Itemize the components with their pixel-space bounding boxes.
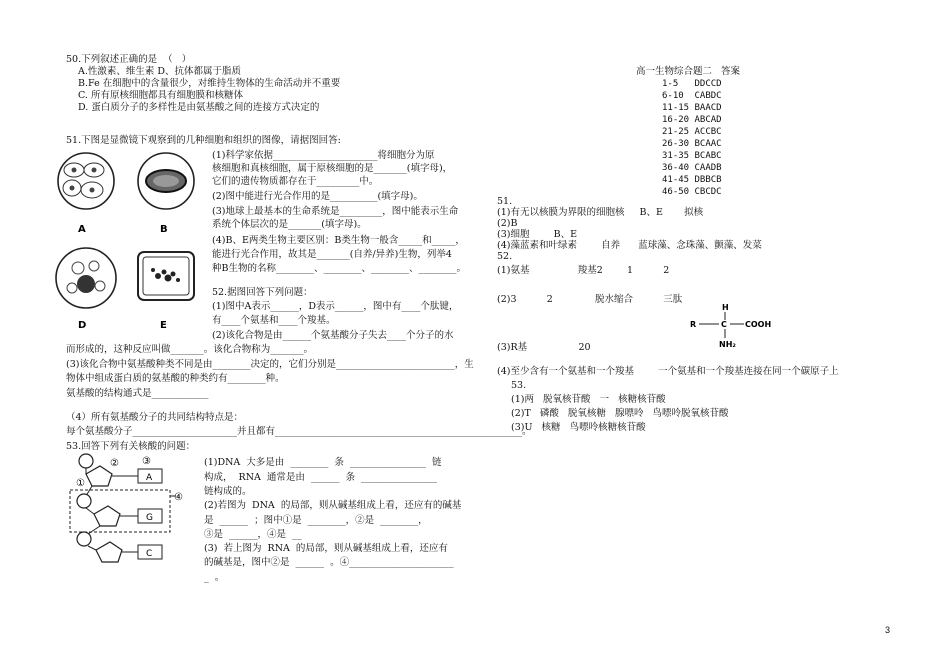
- struct-h: H: [722, 303, 729, 312]
- phosphate-1-icon: [79, 454, 93, 468]
- q53-line-7: (3) 若上图为 RNA 的局部，则从碱基组成上看，还应有: [204, 543, 448, 554]
- phosphate-2-icon: [77, 494, 91, 508]
- a51-heading: 51.: [497, 196, 513, 207]
- cell-micrographs-figure: [48, 148, 208, 338]
- a52-line-4: (4)至少含有一个氨基和一个羧基 一个氨基和一个羧基连接在同一个碳原子上: [497, 366, 839, 377]
- q50-option-c: C. 所有原核细胞都具有细胞膜和核糖体: [78, 90, 243, 101]
- mc-row: 36-40 CAADB: [662, 163, 722, 173]
- q51-line-6: 系统个体层次的是_______(填字母)。: [212, 219, 367, 230]
- a51-line-1: (1)有无以核膜为界限的细胞核 B、E 拟核: [497, 207, 704, 218]
- label-4: ④: [174, 492, 183, 503]
- a52-heading: 52.: [497, 251, 513, 262]
- a52-line-1: (1)氨基 羧基2 1 2: [497, 265, 670, 276]
- q51-line-8: 能进行光合作用，故其是_______(自养/异养)生物，列举4: [212, 249, 452, 260]
- label-3: ③: [142, 456, 151, 467]
- q53-line-4: (2)若图为 DNA 的局部，则从碱基组成上看，还应有的碱基: [204, 500, 462, 511]
- q51-line-7: (4)B、E两类生物主要区别：B类生物一般含_____和_____，: [212, 235, 465, 246]
- q52-line-6: (3)该化合物中氨基酸种类不同是由________决定的，它们分别是_________________________，生: [66, 359, 474, 370]
- q53-line-1: (1)DNA 大多是由 ________ 条 ________________ 链: [204, 457, 442, 468]
- mc-row: 46-50 CBCDC: [662, 187, 722, 197]
- q53-line-3: 链构成的。: [204, 486, 252, 497]
- q52-line-2: (1)图中A表示______，D表示______，图中有____个肽键，: [212, 301, 459, 312]
- nucleotide-chain-figure: [66, 452, 188, 570]
- label-2: ②: [110, 458, 119, 469]
- cell-a-image: [58, 153, 114, 209]
- q50-stem: 50.下列叙述正确的是 （ ）: [66, 54, 192, 65]
- a51-line-4: (4)藻蓝素和叶绿素 自养 蓝球藻、念珠藻、颤藻、发菜: [497, 240, 762, 251]
- q53-line-6: ③是 ______，④是 __: [204, 529, 302, 540]
- amino-acid-structure-formula: [690, 300, 780, 354]
- q51-line-5: (3)地球上最基本的生命系统是_________，图中能表示生命: [212, 206, 459, 217]
- q50-option-b: B.Fe 在细胞中的含量很少，对维持生物体的生命活动并不重要: [78, 78, 341, 89]
- phosphate-3-icon: [77, 532, 91, 546]
- struct-cooh: COOH: [745, 320, 772, 329]
- q53-line-5: 是 ______ ；图中①是 ________，②是 ________，: [204, 515, 428, 526]
- q51-line-9: 种B生物的名称________、________、________、________。: [212, 263, 466, 274]
- q51-stem: 51.下图是显微镜下观察到的几种细胞和组织的图像，请据图回答:: [66, 135, 341, 146]
- cell-b-image: [138, 153, 194, 209]
- q53-line-9: _ 。: [204, 572, 225, 583]
- q50-option-d: D. 蛋白质分子的多样性是由氨基酸之间的连接方式决定的: [78, 102, 320, 113]
- mc-row: 16-20 ABCAD: [662, 115, 722, 125]
- base-g-label: G: [146, 513, 153, 523]
- mc-row: 31-35 BCABC: [662, 151, 722, 161]
- q52-line-1: 52.据图回答下列问题：: [212, 287, 313, 298]
- a52-line-3: (3)R基 20: [497, 342, 591, 353]
- answers-title: 高一生物综合题二 答案: [636, 66, 741, 77]
- struct-nh2: NH₂: [719, 340, 736, 349]
- a53-heading: 53.: [511, 380, 527, 391]
- cell-e-image: [138, 252, 194, 300]
- q51-line-1: (1)科学家依据______________________将细胞分为原: [212, 150, 435, 161]
- fig-label-e: E: [160, 320, 167, 331]
- mc-row: 41-45 DBBCB: [662, 175, 722, 185]
- q53-line-2: 构成， RNA 通常是由 ______ 条 ________________: [204, 472, 438, 483]
- struct-c: C: [721, 320, 727, 329]
- base-c-label: C: [146, 549, 153, 559]
- fig-label-d: D: [78, 320, 87, 331]
- mc-row: 21-25 ACCBC: [662, 127, 722, 137]
- sugar-1-icon: [86, 466, 112, 486]
- q53-stem: 53.回答下列有关核酸的问题：: [66, 441, 196, 452]
- a51-line-3: (3)细胞 B、E: [497, 229, 578, 240]
- q52-line-3: 有____个氨基和____个羧基。: [212, 315, 336, 326]
- q52-line-7: 物体中组成蛋白质的氨基酸的种类约有________种。: [66, 373, 285, 384]
- q52-line-8: 氨基酸的结构通式是____________: [66, 388, 209, 399]
- fig-label-b: B: [160, 224, 168, 235]
- base-a-label: A: [146, 473, 153, 483]
- struct-r: R: [690, 320, 697, 329]
- mc-row: 11-15 BAACD: [662, 103, 722, 113]
- label-1: ①: [76, 478, 85, 489]
- q51-line-2: 核细胞和真核细胞，属于原核细胞的是_______(填字母)，: [212, 163, 453, 174]
- a53-line-1: (1)两 脱氧核苷酸 一 核糖核苷酸: [511, 394, 666, 405]
- q52-line-4: (2)该化合物是由______个氨基酸分子失去____个分子的水: [212, 330, 454, 341]
- mc-row: 1-5 DDCCD: [662, 79, 722, 89]
- q50-option-a: A.性激素、维生素 D、抗体都属于脂质: [78, 66, 242, 77]
- sugar-3-icon: [96, 542, 122, 562]
- page-number: 3: [884, 625, 890, 635]
- q52-line-9: （4）所有氨基酸分子的共同结构特点是：: [66, 412, 244, 423]
- q52-line-10: 每个氨基酸分子______________________并且都有____________________________________________________。: [66, 426, 532, 437]
- fig-label-a: A: [78, 224, 86, 235]
- cell-d-image: [56, 248, 116, 308]
- a53-line-3: (3)U 核糖 鸟嘌呤核糖核苷酸: [511, 422, 646, 433]
- q51-line-4: (2)图中能进行光合作用的是__________(填字母)。: [212, 191, 423, 202]
- q51-line-3: 它们的遗传物质都存在于_________中。: [212, 176, 379, 187]
- mc-row: 26-30 BCAAC: [662, 139, 722, 149]
- q52-line-5: 而形成的，这种反应叫做_______。该化合物称为_______。: [66, 344, 314, 355]
- q53-line-8: 的碱基是，图中②是 ______ 。④______________________: [204, 557, 454, 568]
- sugar-2-icon: [94, 506, 120, 526]
- a52-line-2: (2)3 2 脱水缩合 三肽: [497, 294, 683, 305]
- a51-line-2: (2)B: [497, 218, 518, 229]
- a53-line-2: (2)T 磷酸 脱氧核糖 腺嘌呤 鸟嘌呤脱氧核苷酸: [511, 408, 729, 419]
- mc-row: 6-10 CABDC: [662, 91, 722, 101]
